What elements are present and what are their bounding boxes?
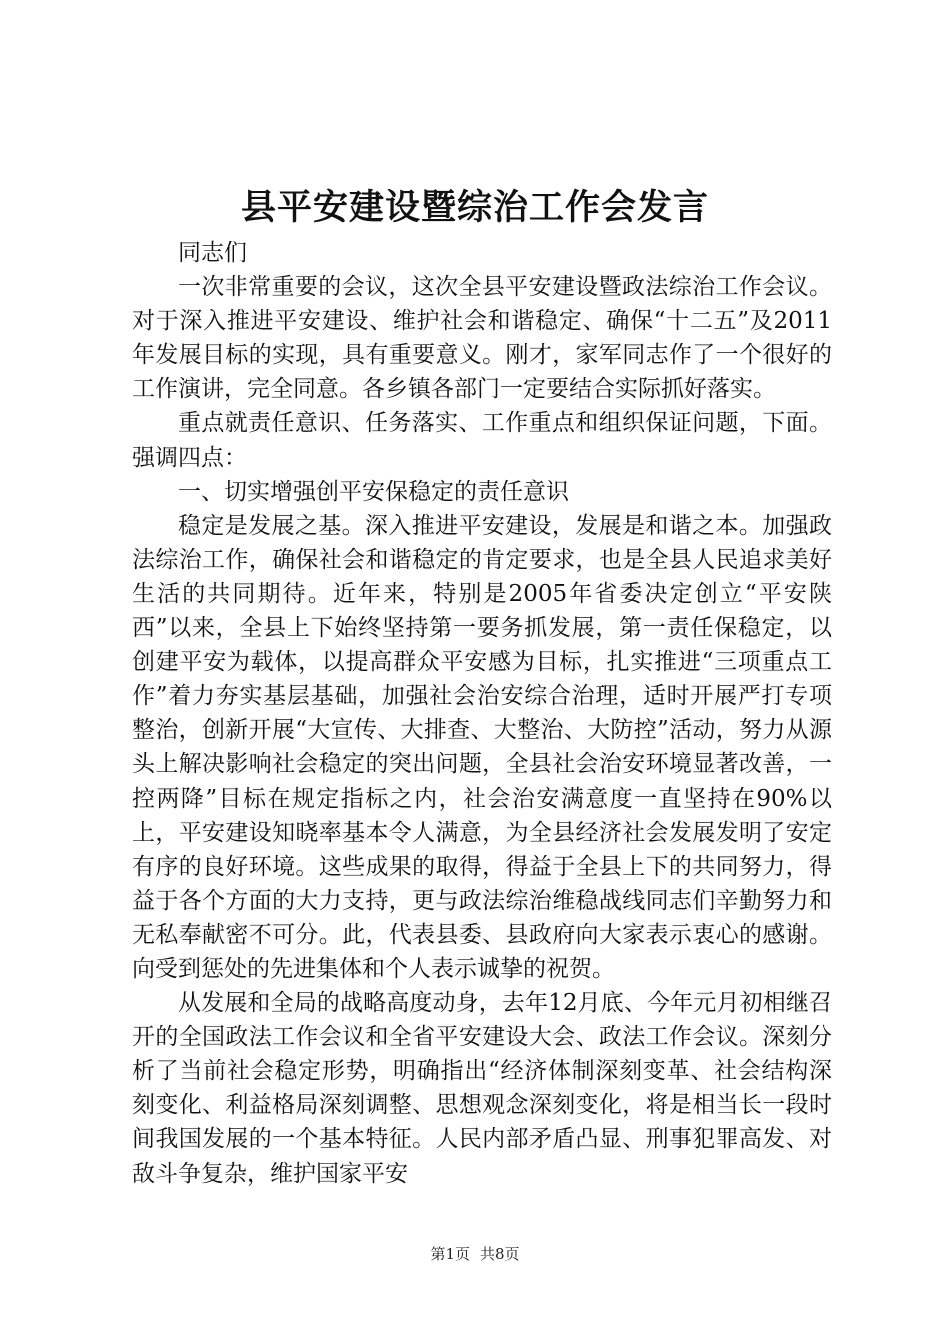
paragraph-points: 重点就责任意识、任务落实、工作重点和组织保证问题，下面。强调四点： bbox=[132, 410, 832, 471]
paragraph-intro: 一次非常重要的会议，这次全县平安建设暨政法综治工作会议。对于深入推进平安建设、维护社会和谐稳定、确保“十二五”及2011年发展目标的实现，具有重要意义。刚才，家军同志作了一个很好的工作演讲，完全同意。各乡镇各部门一定要结合实际抓好落实。 bbox=[132, 274, 832, 403]
page-footer bbox=[0, 1244, 950, 1264]
section-heading-1: 一、切实增强创平安保稳定的责任意识 bbox=[178, 478, 569, 505]
paragraph-stability: 稳定是发展之基。深入推进平安建设，发展是和谐之本。加强政法综治工作，确保社会和谐稳定的肯定要求，也是全县人民追求美好生活的共同期待。近年来，特别是2005年省委决定创立“平安陕西”以来，全县上下始终坚持第一要务抓发展，第一责任保稳定，以创建平安为载体，以提高群众平安感为目标，扎实推进“三项重点工作”着力夯实基层基础，加强社会治安综合治理，适时开展严打专项整治，创新开展“大宣传、大排查、大整治、大防控”活动，努力从源头上解决影响社会稳定的突出问题，全县社会治安环境显著改善，一控两降”目标在规定指标之内，社会治安满意度一直坚持在90%以上，平安建设知晓率基本令人满意，为全县经济社会发展发明了安定有序的良好环境。这些成果的取得，得益于全县上下的共同努力，得益于各个方面的大力支持，更与政法综治维稳战线同志们辛勤努力和无私奉献密不可分。此，代表县委、县政府向大家表示衷心的感谢。向受到惩处的先进集体和个人表示诚挚的祝贺。 bbox=[132, 512, 832, 982]
salutation: 同志们 bbox=[178, 240, 247, 266]
document-title: 县平安建设暨综治工作会发言 bbox=[240, 187, 709, 228]
page-number: 第1页 bbox=[430, 1245, 470, 1263]
paragraph-strategy: 从发展和全局的战略高度动身，去年12月底、今年元月初相继召开的全国政法工作会议和全省平安建设大会、政法工作会议。深刻分析了当前社会稳定形势，明确指出“经济体制深刻变革、社会结构深刻变化、利益格局深刻调整、思想观念深刻变化，将是相当长一段时间我国发展的一个基本特征。人民内部矛盾凸显、刑事犯罪高发、对敌斗争复杂，维护国家平安 bbox=[132, 990, 832, 1187]
page-total: 共8页 bbox=[480, 1245, 520, 1263]
document-body bbox=[132, 236, 832, 1191]
